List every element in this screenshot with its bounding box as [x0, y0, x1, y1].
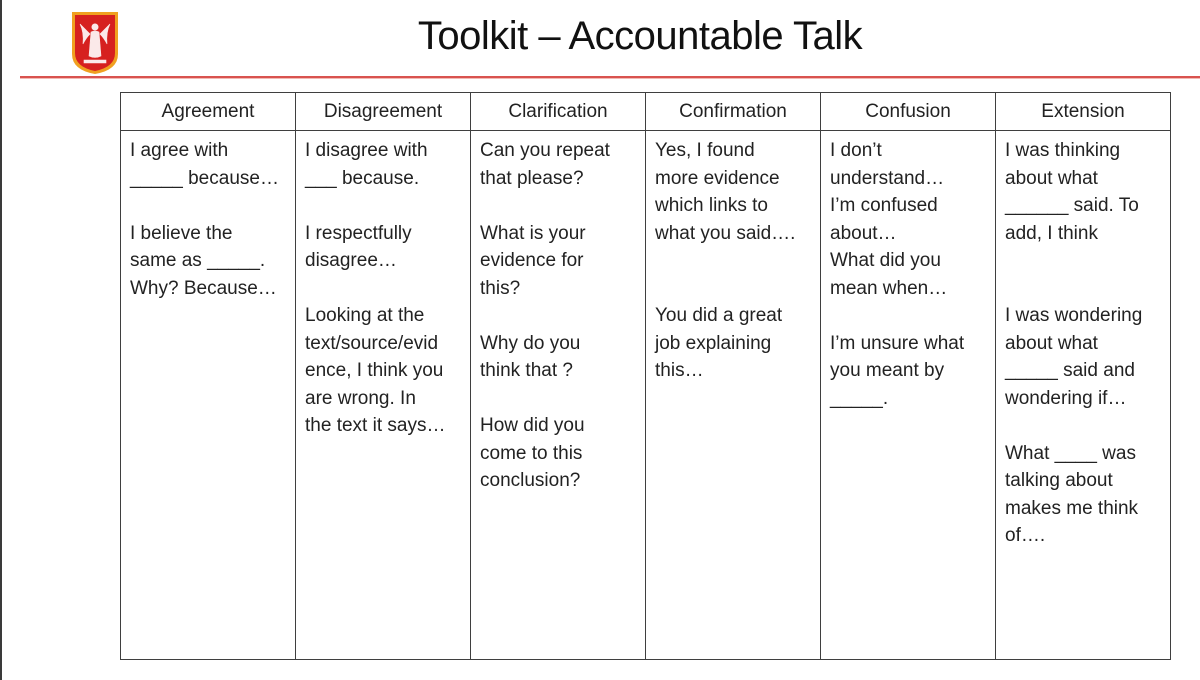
cell-line: I was thinking: [1005, 140, 1121, 161]
cell-line: I agree with: [130, 140, 229, 161]
cell-spacer: [480, 302, 639, 330]
cell-line: wondering if…: [1005, 387, 1127, 409]
cell-line: what you said….: [655, 222, 796, 244]
cell-spacer: [305, 275, 464, 303]
cell-spacer: [1005, 412, 1164, 440]
header-disagreement: Disagreement: [296, 93, 471, 131]
cell-line: makes me think: [1005, 497, 1139, 519]
page-title: Toolkit – Accountable Talk: [417, 14, 863, 58]
cell-line: mean when…: [830, 277, 948, 299]
cell-line: I respectfully: [305, 222, 412, 244]
accountable-talk-table: [120, 92, 1171, 660]
header-confusion: Confusion: [821, 93, 996, 131]
header-extension: Extension: [996, 93, 1171, 131]
cell-line: disagree…: [305, 250, 397, 271]
cell-line: add, I think: [1005, 222, 1098, 244]
cell-line: which links to: [655, 195, 768, 216]
cell-line: I was wondering: [1005, 305, 1143, 326]
cell-spacer: [1005, 247, 1164, 275]
cell-line: Yes, I found: [655, 140, 755, 161]
header-clarification: Clarification: [471, 93, 646, 131]
cell-line: more evidence: [655, 167, 780, 189]
cell-line: Looking at the: [305, 305, 425, 326]
cell-line: I’m confused: [830, 195, 938, 216]
cell-line: Why? Because…: [130, 277, 277, 299]
cell-line: How did you: [480, 415, 585, 436]
table-header-row: [121, 93, 1171, 131]
cell-line: ______ said. To: [1005, 195, 1139, 216]
cell-line: text/source/evid: [305, 332, 439, 354]
cell-clarification: [471, 131, 646, 660]
cell-line: ___ because.: [305, 167, 420, 189]
cell-line: about what: [1005, 332, 1098, 354]
cell-line: You did a great: [655, 305, 783, 326]
cell-line: of….: [1005, 525, 1046, 546]
header-confirmation: Confirmation: [646, 93, 821, 131]
cell-line: _____.: [830, 387, 889, 409]
cell-spacer: [655, 275, 814, 303]
cell-spacer: [1005, 275, 1164, 303]
cell-line: come to this: [480, 442, 583, 464]
cell-confusion: [821, 131, 996, 660]
cell-line: same as _____.: [130, 250, 266, 271]
cell-line: conclusion?: [480, 470, 581, 491]
cell-line: about…: [830, 222, 897, 244]
cell-line: evidence for: [480, 250, 584, 271]
cell-line: I’m unsure what: [830, 332, 965, 354]
cell-line: _____ because…: [130, 167, 279, 189]
cell-line: this?: [480, 277, 521, 299]
cell-line: the text it says…: [305, 415, 446, 436]
cell-line: What did you: [830, 250, 941, 271]
title-divider-shadow: [20, 78, 1200, 79]
cell-line: talking about: [1005, 470, 1113, 491]
slide-left-border: [0, 0, 2, 680]
cell-line: about what: [1005, 167, 1098, 189]
cell-line: ence, I think you: [305, 360, 444, 381]
cell-line: Can you repeat: [480, 140, 610, 161]
table-row: [121, 131, 1171, 660]
cell-line: I believe the: [130, 222, 233, 244]
cell-agreement: [121, 131, 296, 660]
cell-spacer: [480, 385, 639, 413]
cell-spacer: [305, 192, 464, 220]
cell-line: Why do you: [480, 332, 581, 354]
cell-line: What ____ was: [1005, 442, 1136, 464]
cell-line: _____ said and: [1005, 360, 1135, 381]
cell-line: understand…: [830, 167, 945, 189]
cell-confirmation: [646, 131, 821, 660]
cell-line: this…: [655, 360, 704, 381]
cell-line: think that ?: [480, 360, 573, 381]
cell-spacer: [655, 247, 814, 275]
cell-line: What is your: [480, 222, 586, 244]
cell-extension: [996, 131, 1171, 660]
header-agreement: Agreement: [121, 93, 296, 131]
cell-spacer: [830, 302, 989, 330]
cell-line: are wrong. In: [305, 387, 416, 409]
cell-spacer: [480, 192, 639, 220]
cell-line: I don’t: [830, 140, 882, 161]
cell-line: that please?: [480, 167, 584, 189]
cell-line: you meant by: [830, 360, 945, 381]
cell-line: job explaining: [655, 332, 772, 354]
crest-angel-icon: [70, 10, 120, 76]
cell-disagreement: [296, 131, 471, 660]
cell-line: I disagree with: [305, 140, 428, 161]
cell-spacer: [130, 192, 289, 220]
